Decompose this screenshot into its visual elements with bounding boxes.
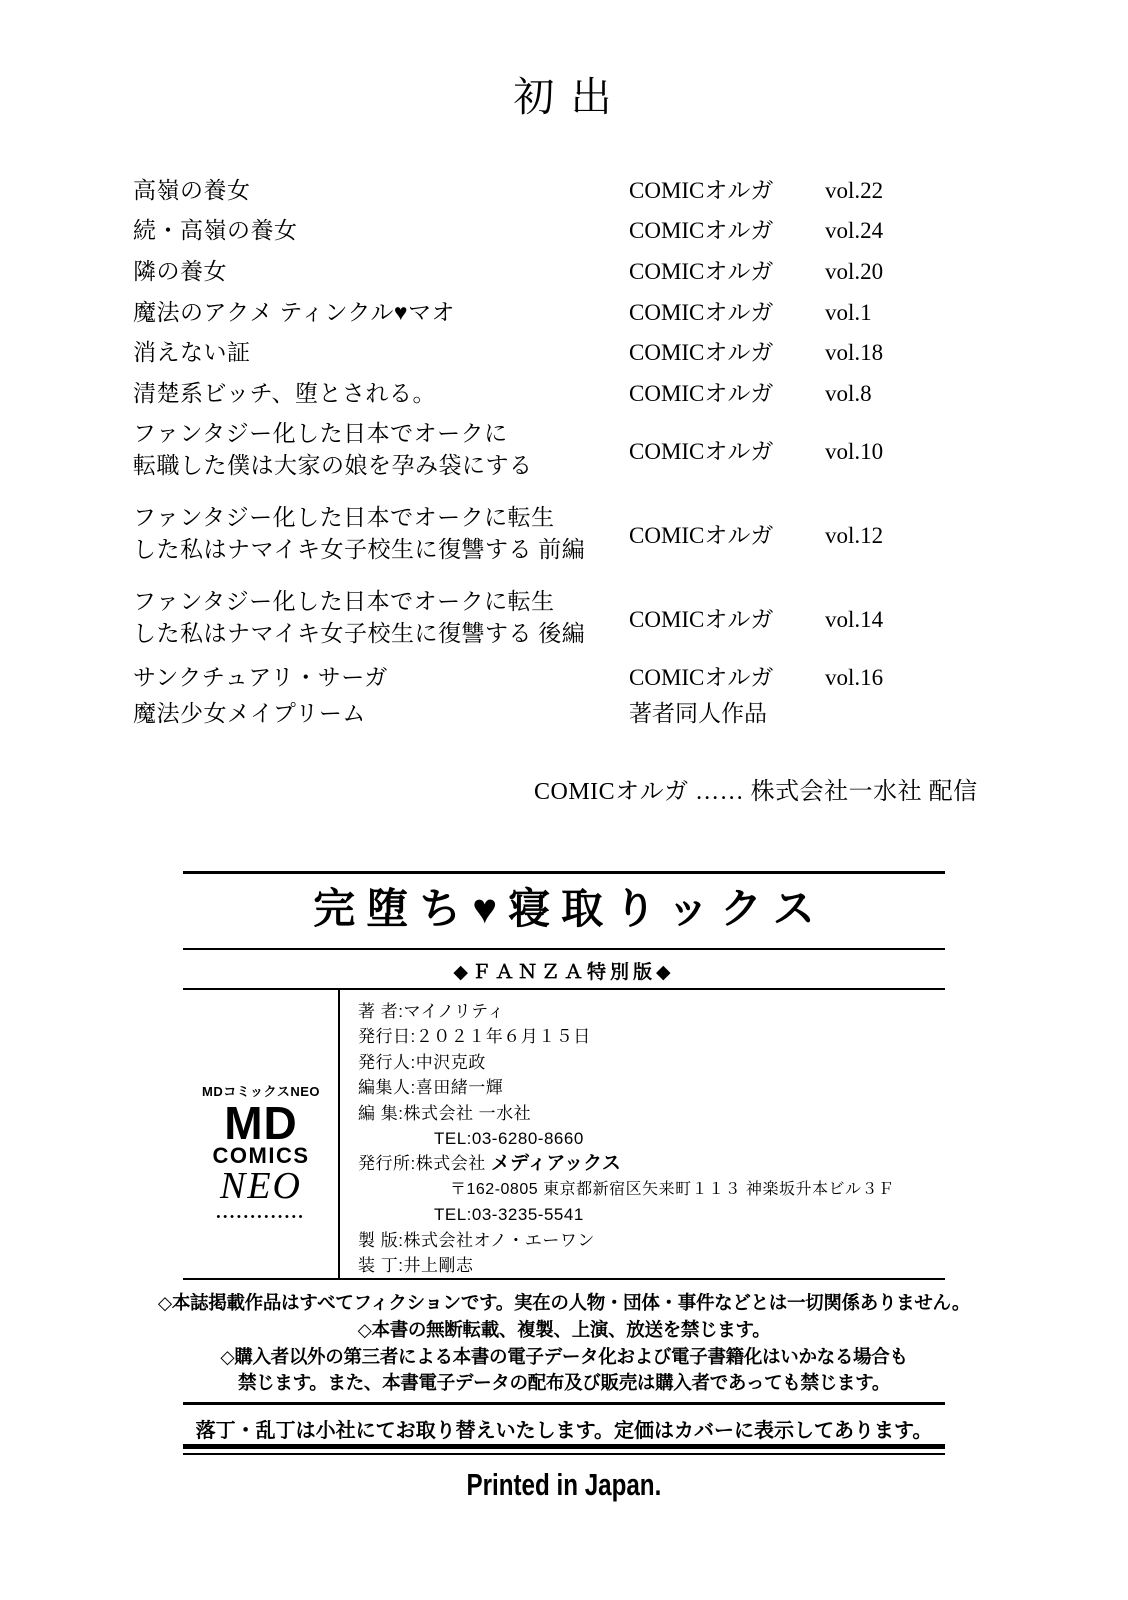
work-title-line2: した私はナマイキ女子校生に復讐する 前編	[133, 536, 586, 562]
volume-number: vol.12	[825, 523, 884, 549]
rule-final-thick	[183, 1444, 945, 1449]
work-title: 清楚系ビッチ、堕とされる。	[133, 380, 436, 406]
magazine-name: COMICオルガ	[629, 299, 774, 325]
legal-notices	[0, 1290, 1128, 1397]
book-title: 完堕ち♥寝取りックス	[313, 885, 826, 932]
printed-in-japan	[0, 1467, 1128, 1503]
logo-series-name: MDコミックスNEO	[202, 1084, 320, 1099]
magazine-name: COMICオルガ	[629, 258, 774, 284]
list-item	[133, 656, 925, 697]
work-title-line2: 転職した僕は大家の娘を孕み袋にする	[133, 452, 533, 478]
volume-number: vol.8	[825, 380, 872, 406]
volume-number: vol.16	[825, 665, 884, 691]
volume-number: vol.22	[825, 177, 884, 203]
chief-editor-line: 編集人:喜田緒一輝	[358, 1078, 504, 1098]
work-title: 続・高嶺の養女	[133, 218, 298, 244]
publisher-tel-line: TEL:03-3235-5541	[434, 1205, 584, 1225]
work-title: サンクチュアリ・サーガ	[133, 665, 388, 691]
magazine-name: COMICオルガ	[629, 523, 774, 549]
list-item	[133, 330, 925, 371]
issuer-line: 発行人:中沢克政	[358, 1052, 486, 1072]
list-item	[133, 418, 925, 482]
magazine-name: COMICオルガ	[629, 218, 774, 244]
publisher-line	[358, 1151, 895, 1176]
work-title: 隣の養女	[133, 258, 227, 284]
logo-neo: NEO	[220, 1165, 302, 1207]
page-title: 初 出	[513, 74, 615, 120]
magazine-name: COMICオルガ	[629, 340, 774, 366]
rule-final-thin	[183, 1453, 945, 1455]
rule-colophon-box-top	[183, 988, 945, 990]
printed-in-japan-text: Printed in Japan.	[466, 1467, 662, 1502]
author-line: 著 者:マイノリティ	[358, 1002, 505, 1021]
list-item	[133, 691, 925, 732]
editing-tel-line: TEL:03-6280-8660	[434, 1129, 584, 1149]
volume-number: vol.14	[825, 607, 884, 633]
notice-line: ◇本誌掲載作品はすべてフィクションです。実在の人物・団体・事件などとは一切関係ありません。	[157, 1292, 971, 1313]
publisher-address-line: 〒162-0805 東京都新宿区矢来町１１３ 神楽坂升本ビル３Ｆ	[450, 1180, 895, 1198]
source-name: 著者同人作品	[629, 700, 767, 726]
rule-colophon-box-bottom	[183, 1278, 945, 1280]
work-title-line2: した私はナマイキ女子校生に復讐する 後編	[133, 620, 586, 646]
work-title-line1: ファンタジー化した日本でオークに	[133, 420, 508, 446]
list-item	[133, 502, 925, 566]
edition-label: ◆ＦＡＮＺＡ特別版◆	[453, 962, 675, 983]
list-item	[133, 168, 925, 209]
list-item	[133, 586, 925, 650]
md-comics-neo-logo	[183, 1085, 339, 1223]
volume-number: vol.10	[825, 439, 884, 465]
plate-making-line: 製 版:株式会社オノ・エーワン	[358, 1230, 595, 1250]
publisher-prefix: 発行所:株式会社	[358, 1154, 491, 1174]
volume-number: vol.20	[825, 258, 884, 284]
publisher-logotype: メディアックス	[490, 1153, 621, 1175]
magazine-name: COMICオルガ	[629, 665, 774, 691]
rule-above-title	[183, 871, 945, 874]
logo-comics: COMICS	[212, 1143, 310, 1168]
work-title: 魔法少女メイプリーム	[133, 700, 366, 726]
work-title: 高嶺の養女	[133, 177, 251, 203]
colophon-details	[358, 999, 895, 1278]
logo-md: MD	[224, 1097, 298, 1149]
work-title-line1: ファンタジー化した日本でオークに転生	[133, 504, 555, 530]
list-item	[133, 290, 925, 331]
binding-design-line: 装 丁:井上剛志	[358, 1256, 474, 1276]
logo-dots: •••••••••••••	[216, 1211, 306, 1223]
volume-number: vol.24	[825, 218, 884, 244]
list-item	[133, 209, 925, 250]
rule-below-notices	[183, 1402, 945, 1405]
issue-date-line: 発行日:２０２１年６月１５日	[358, 1027, 591, 1047]
notice-line: ◇本書の無断転載、複製、上演、放送を禁じます。	[357, 1318, 771, 1340]
rule-below-title	[183, 948, 945, 950]
list-item	[133, 371, 925, 412]
work-title-line1: ファンタジー化した日本でオークに転生	[133, 588, 555, 614]
magazine-name: COMICオルガ	[629, 439, 774, 465]
notice-line: ◇購入者以外の第三者による本書の電子データ化および電子書籍化はいかなる場合も	[220, 1345, 908, 1367]
replacement-notice: 落丁・乱丁は小社にてお取り替えいたします。定価はカバーに表示してあります。	[195, 1420, 933, 1442]
work-title: 消えない証	[133, 340, 251, 366]
work-title: 魔法のアクメ ティンクル♥マオ	[133, 299, 455, 325]
volume-number: vol.1	[825, 299, 872, 325]
volume-number: vol.18	[825, 340, 884, 366]
first-publication-list	[133, 168, 925, 732]
list-item	[133, 249, 925, 290]
notice-line: 禁じます。また、本書電子データの配布及び販売は購入者であっても禁じます。	[237, 1372, 891, 1394]
magazine-name: COMICオルガ	[629, 607, 774, 633]
magazine-name: COMICオルガ	[629, 380, 774, 406]
magazine-name: COMICオルガ	[629, 177, 774, 203]
editing-line: 編 集:株式会社 一水社	[358, 1103, 532, 1123]
distribution-note: COMICオルガ …… 株式会社一水社 配信	[534, 779, 978, 805]
